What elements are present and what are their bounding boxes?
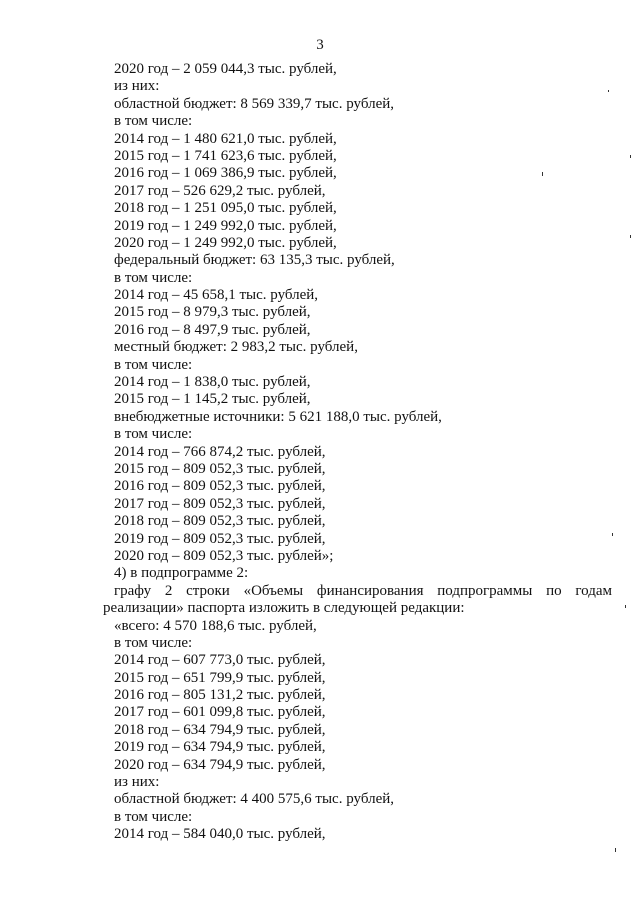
document-line: федеральный бюджет: 63 135,3 тыс. рублей,: [114, 252, 395, 269]
document-line: в том числе:: [114, 808, 193, 825]
scan-speck: [625, 605, 626, 608]
funding-list-part-1: [114, 61, 612, 583]
document-line: областной бюджет: 4 400 575,6 тыс. рублей,: [114, 791, 394, 808]
document-line: 2014 год – 584 040,0 тыс. рублей,: [114, 826, 326, 843]
document-line: 2020 год – 809 052,3 тыс. рублей»;: [114, 547, 334, 564]
document-line: 2017 год – 601 099,8 тыс. рублей,: [114, 704, 326, 721]
scan-speck: [630, 155, 631, 158]
scan-speck: [542, 172, 543, 176]
document-line: из них:: [114, 774, 160, 791]
document-line: 2014 год – 766 874,2 тыс. рублей,: [114, 443, 326, 460]
document-line: 2015 год – 8 979,3 тыс. рублей,: [114, 304, 311, 321]
document-line: 2020 год – 1 249 992,0 тыс. рублей,: [114, 234, 337, 251]
document-line: 2020 год – 634 794,9 тыс. рублей,: [114, 756, 326, 773]
paragraph-line-1: графу 2 строки «Объемы финансирования подпрограммы по годам: [114, 582, 612, 599]
document-line: 2015 год – 651 799,9 тыс. рублей,: [114, 669, 326, 686]
document-line: 2016 год – 809 052,3 тыс. рублей,: [114, 478, 326, 495]
scan-speck: [608, 90, 609, 92]
scan-speck: [630, 235, 631, 238]
document-line: в том числе:: [114, 113, 193, 130]
scan-speck: [615, 848, 616, 852]
document-line: 2018 год – 1 251 095,0 тыс. рублей,: [114, 200, 337, 217]
document-line: 2016 год – 1 069 386,9 тыс. рублей,: [114, 165, 337, 182]
scan-speck: [612, 533, 613, 536]
document-line: в том числе:: [114, 426, 193, 443]
document-line: 2019 год – 1 249 992,0 тыс. рублей,: [114, 217, 337, 234]
document-line: 4) в подпрограмме 2:: [114, 565, 249, 582]
document-line: 2017 год – 809 052,3 тыс. рублей,: [114, 495, 326, 512]
document-line: в том числе:: [114, 634, 193, 651]
paragraph-line-2: реализации» паспорта изложить в следующей редакции:: [103, 600, 465, 617]
document-body: [103, 61, 612, 844]
document-line: 2018 год – 809 052,3 тыс. рублей,: [114, 513, 326, 530]
document-line: в том числе:: [114, 356, 193, 373]
document-line: 2016 год – 8 497,9 тыс. рублей,: [114, 321, 311, 338]
document-line: 2014 год – 607 773,0 тыс. рублей,: [114, 652, 326, 669]
document-line: «всего: 4 570 188,6 тыс. рублей,: [114, 617, 317, 634]
document-line: 2019 год – 809 052,3 тыс. рублей,: [114, 530, 326, 547]
document-line: 2014 год – 45 658,1 тыс. рублей,: [114, 287, 319, 304]
document-line: областной бюджет: 8 569 339,7 тыс. рублей,: [114, 95, 394, 112]
funding-list-part-2: [114, 618, 612, 844]
document-line: 2015 год – 809 052,3 тыс. рублей,: [114, 460, 326, 477]
document-line: внебюджетные источники: 5 621 188,0 тыс. рублей,: [114, 408, 442, 425]
document-line: из них:: [114, 78, 160, 95]
document-line: в том числе:: [114, 269, 193, 286]
document-line: 2015 год – 1 741 623,6 тыс. рублей,: [114, 147, 337, 164]
document-line: 2014 год – 1 480 621,0 тыс. рублей,: [114, 130, 337, 147]
document-line: 2019 год – 634 794,9 тыс. рублей,: [114, 739, 326, 756]
document-line: 2020 год – 2 059 044,3 тыс. рублей,: [114, 61, 337, 77]
document-line: местный бюджет: 2 983,2 тыс. рублей,: [114, 339, 358, 356]
document-line: 2016 год – 805 131,2 тыс. рублей,: [114, 687, 326, 704]
paragraph-funding-volumes: [103, 582, 612, 618]
document-line: 2017 год – 526 629,2 тыс. рублей,: [114, 182, 326, 199]
document-line: 2015 год – 1 145,2 тыс. рублей,: [114, 391, 311, 408]
page-number: 3: [316, 37, 324, 53]
document-line: 2018 год – 634 794,9 тыс. рублей,: [114, 721, 326, 738]
document-line: 2014 год – 1 838,0 тыс. рублей,: [114, 374, 311, 391]
